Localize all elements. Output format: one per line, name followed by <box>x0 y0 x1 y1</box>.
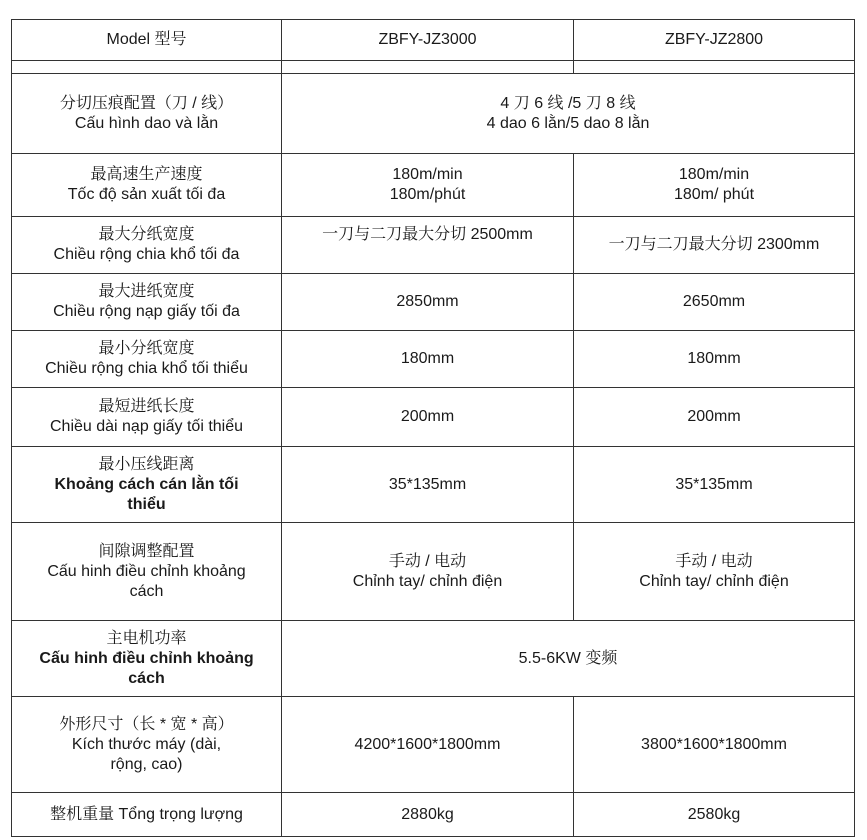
header-row <box>12 20 855 61</box>
row-label: 外形尺寸（长 * 宽 * 高） Kích thước máy (dài, rộng, cao) <box>12 697 282 793</box>
row-value-2: 35*135mm <box>574 447 855 523</box>
row-max-slit-width <box>12 217 855 274</box>
row-value-1: 180mm <box>282 331 574 388</box>
row-value-2: 手动 / 电动 Chỉnh tay/ chỉnh điện <box>574 523 855 621</box>
header-model-2: ZBFY-JZ2800 <box>574 20 855 61</box>
row-min-crease-distance <box>12 447 855 523</box>
row-value-1: 手动 / 电动 Chỉnh tay/ chỉnh điện <box>282 523 574 621</box>
row-label: 最大进纸宽度 Chiều rộng nạp giấy tối đa <box>12 274 282 331</box>
row-value-1: 200mm <box>282 388 574 447</box>
row-dimensions <box>12 697 855 793</box>
row-value-2: 一刀与二刀最大分切 2300mm <box>574 217 855 274</box>
row-value-2: 3800*1600*1800mm <box>574 697 855 793</box>
row-value-1: 2880kg <box>282 793 574 837</box>
row-min-feed-length <box>12 388 855 447</box>
row-slitting-config <box>12 74 855 154</box>
row-value-1: 一刀与二刀最大分切 2500mm <box>282 217 574 274</box>
row-label: 分切压痕配置（刀 / 线） Cấu hình dao và lằn <box>12 74 282 154</box>
row-value-merged: 5.5-6KW 变频 <box>282 621 855 697</box>
spec-table <box>11 19 855 837</box>
row-max-feed-width <box>12 274 855 331</box>
row-label: 最高速生产速度 Tốc độ sản xuất tối đa <box>12 154 282 217</box>
row-value-1: 2850mm <box>282 274 574 331</box>
row-label: 间隙调整配置 Cấu hinh điều chỉnh khoảng cách <box>12 523 282 621</box>
row-value-merged: 4 刀 6 线 /5 刀 8 线 4 dao 6 lằn/5 dao 8 lằn <box>282 74 855 154</box>
row-value-2: 180m/min 180m/ phút <box>574 154 855 217</box>
row-min-slit-width <box>12 331 855 388</box>
row-value-2: 200mm <box>574 388 855 447</box>
row-label: 主电机功率 Cấu hinh điều chỉnh khoảng cách <box>12 621 282 697</box>
row-label: 最小压线距离 Khoảng cách cán lằn tối thiểu <box>12 447 282 523</box>
row-total-weight <box>12 793 855 837</box>
header-label: Model 型号 <box>12 20 282 61</box>
row-gap-adjust-config <box>12 523 855 621</box>
spacer-row <box>12 61 855 74</box>
row-value-1: 35*135mm <box>282 447 574 523</box>
row-value-1: 180m/min 180m/phút <box>282 154 574 217</box>
row-label: 最大分纸宽度 Chiều rộng chia khổ tối đa <box>12 217 282 274</box>
header-model-1: ZBFY-JZ3000 <box>282 20 574 61</box>
row-label: 最小分纸宽度 Chiều rộng chia khổ tối thiểu <box>12 331 282 388</box>
row-main-motor-power <box>12 621 855 697</box>
row-value-1: 4200*1600*1800mm <box>282 697 574 793</box>
row-value-2: 2580kg <box>574 793 855 837</box>
row-value-2: 180mm <box>574 331 855 388</box>
row-label: 最短进纸长度 Chiều dài nạp giấy tối thiểu <box>12 388 282 447</box>
row-label: 整机重量 Tổng trọng lượng <box>12 793 282 837</box>
row-max-speed <box>12 154 855 217</box>
row-value-2: 2650mm <box>574 274 855 331</box>
